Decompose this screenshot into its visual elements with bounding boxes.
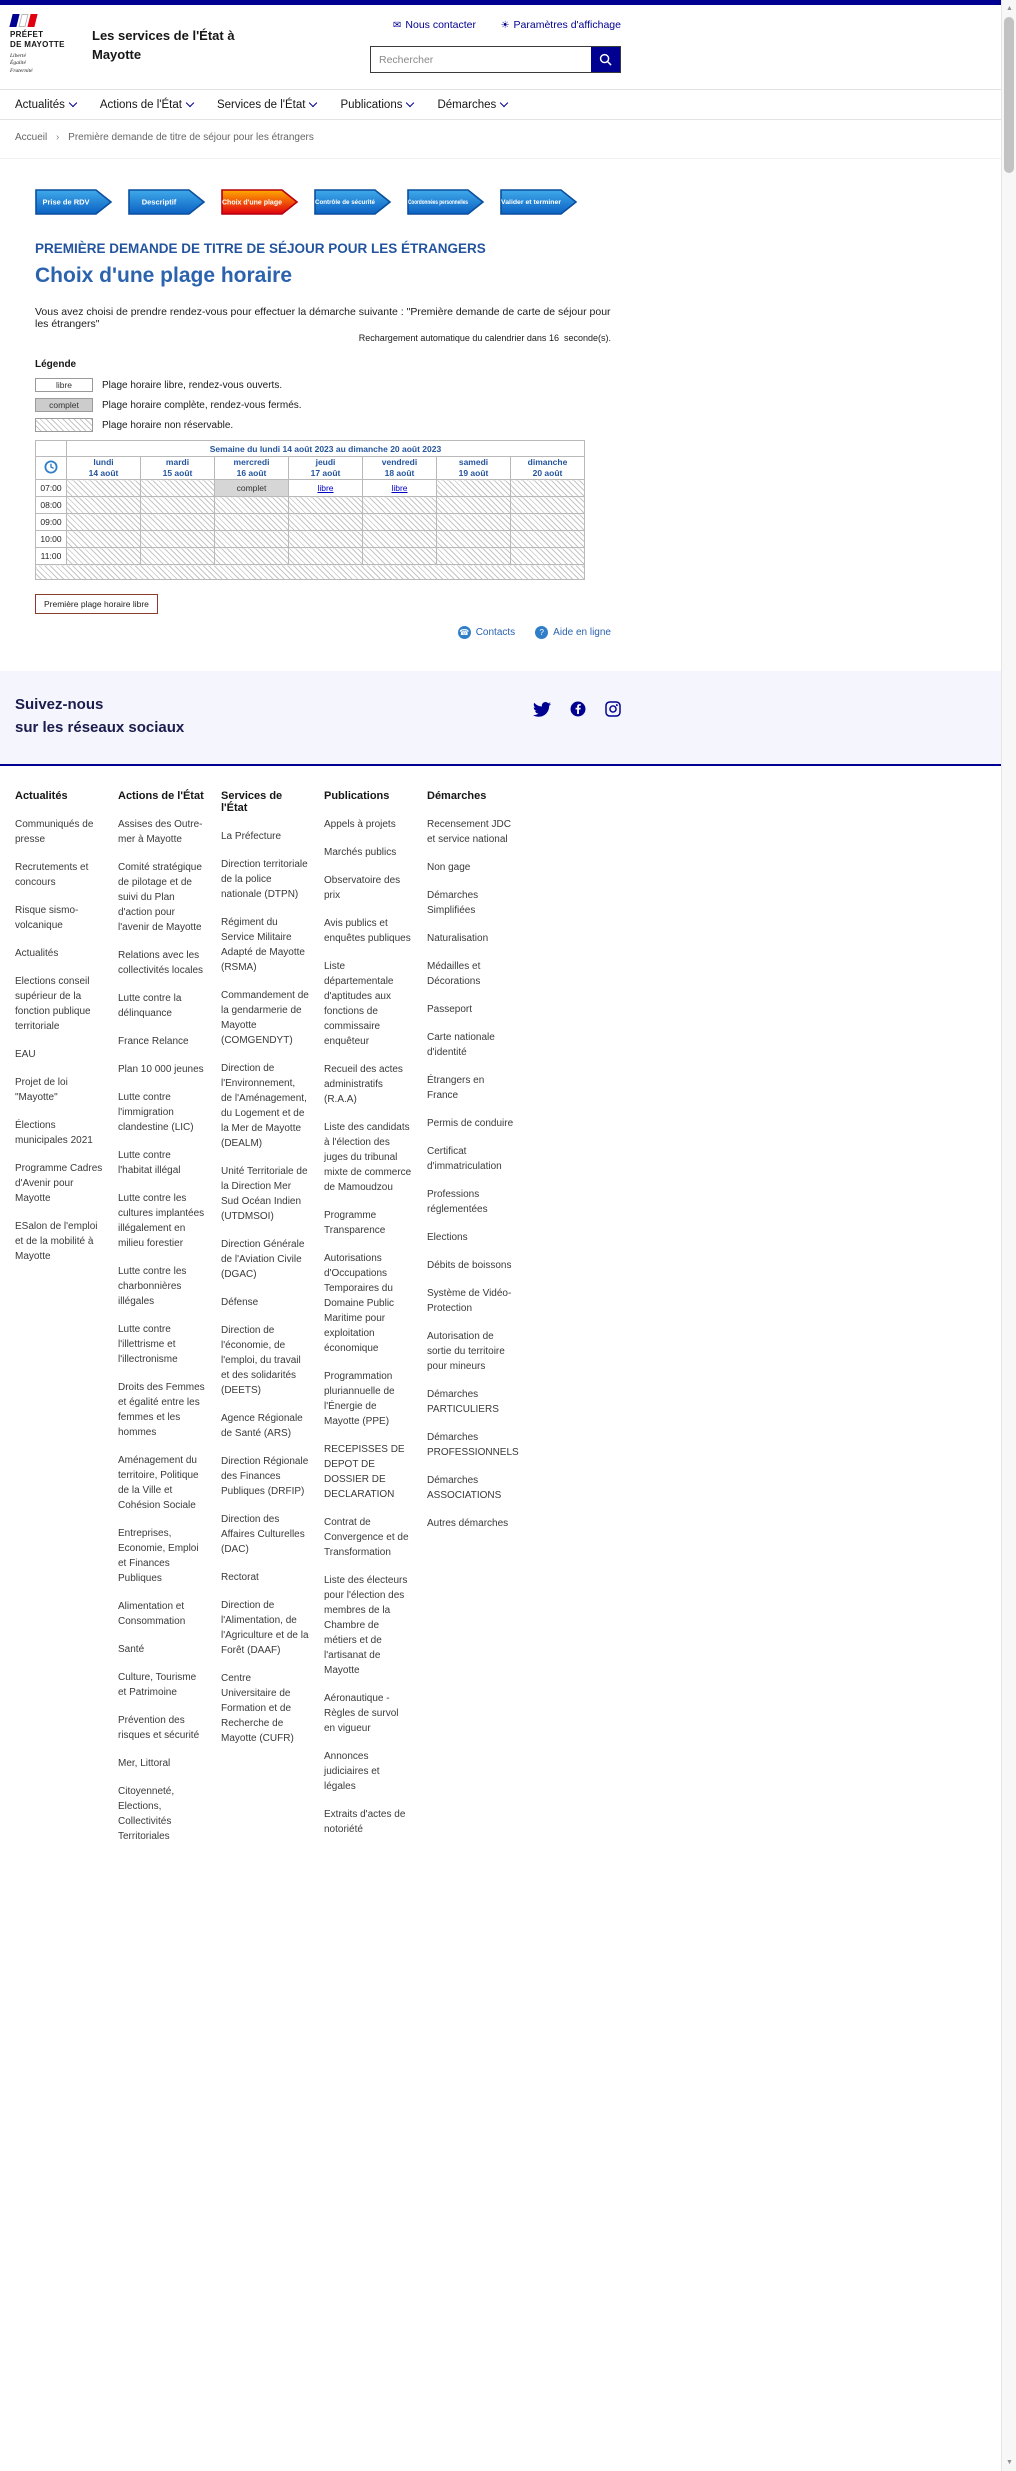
footer-link[interactable]: Rectorat (221, 1571, 259, 1583)
nav-item-label: Actualités (15, 98, 65, 111)
slot-unavailable-cell (141, 497, 215, 514)
footer-link[interactable]: Passeport (427, 1003, 473, 1015)
footer-column-services-de-l-etat (221, 790, 309, 1759)
breadcrumb-home[interactable]: Accueil (15, 132, 48, 143)
nav-item-publications[interactable] (340, 99, 413, 111)
footer-link[interactable]: Plan 10 000 jeunes (118, 1063, 204, 1075)
footer-link[interactable]: Direction territoriale de la police nationale (DTPN) (221, 858, 308, 900)
calendar-bottom-strip (36, 565, 585, 580)
breadcrumb (0, 120, 1016, 159)
step-arrow-icon (500, 189, 578, 215)
footer-link[interactable]: Lutte contre les cultures implantées illégalement en milieu forestier (118, 1192, 205, 1249)
footer-link[interactable]: Commandement de la gendarmerie de Mayotte (COMGENDYT) (221, 989, 309, 1046)
calendar-legend (35, 359, 611, 432)
footer-link[interactable]: Autres démarches (427, 1517, 509, 1529)
reload-notice-suffix: seconde(s). (563, 333, 611, 343)
time-row-label: 09:00 (36, 514, 67, 531)
footer-link[interactable]: Lutte contre l'habitat illégal (118, 1149, 181, 1176)
footer-link[interactable]: Démarches Simplifiées (427, 889, 479, 916)
slot-unavailable-cell (511, 514, 585, 531)
footer-link[interactable]: Médailles et Décorations (427, 960, 481, 987)
footer-column-title: Actualités (15, 789, 68, 802)
display-settings-label: Paramètres d'affichage (513, 19, 621, 31)
page-title: PREMIÈRE DEMANDE DE TITRE DE SÉJOUR POUR LES ÉTRANGERS (35, 241, 486, 256)
footer-link[interactable]: Programmation pluriannuelle de l'Énergie de Mayotte (PPE) (324, 1370, 395, 1427)
footer-link[interactable]: Lutte contre l'illettrisme et l'illectronisme (118, 1323, 178, 1365)
chevron-down-icon (69, 99, 77, 107)
footer-link[interactable]: Communiqués de presse (15, 818, 94, 845)
reload-countdown: 16 (548, 333, 559, 343)
logo-institution: PRÉFET DE MAYOTTE (10, 30, 65, 50)
header-quick-links (393, 19, 621, 31)
footer-column-actions-de-l-etat (118, 790, 206, 1857)
footer-link[interactable]: Comité stratégique de pilotage et de suivi du Plan d'action pour l'avenir de Mayotte (118, 861, 202, 933)
footer-link[interactable]: Programme Transparence (324, 1209, 386, 1236)
social-title: Suivez-nous sur les réseaux sociaux (15, 696, 185, 737)
chevron-down-icon (186, 99, 194, 107)
slot-unavailable-cell (511, 497, 585, 514)
footer-link[interactable]: Lutte contre la délinquance (118, 992, 182, 1019)
nav-item-actualites[interactable] (15, 99, 76, 111)
nav-item-services-de-l-etat[interactable] (217, 99, 317, 111)
footer-link[interactable]: Unité Territoriale de la Direction Mer Sud Océan Indien (UTDMSOI) (221, 1165, 308, 1222)
day-column-header: samedi 19 août (437, 457, 511, 480)
slot-unavailable-cell (67, 480, 141, 497)
footer-link[interactable]: Débits de boissons (427, 1259, 512, 1271)
footer-link[interactable]: Professions réglementées (427, 1188, 488, 1215)
footer-link[interactable]: Direction Générale de l'Aviation Civile (DGAC) (221, 1238, 305, 1280)
legend-item (35, 398, 611, 412)
day-column-header: dimanche 20 août (511, 457, 585, 480)
footer-link[interactable]: Régiment du Service Militaire Adapté de Mayotte (RSMA) (221, 916, 305, 973)
slot-unavailable-cell (289, 497, 363, 514)
footer-link[interactable]: Avis publics et enquêtes publiques (324, 917, 411, 944)
calendar-corner (36, 441, 67, 457)
twitter-icon (533, 702, 551, 717)
slot-unavailable-cell (289, 548, 363, 565)
site-footer (0, 766, 1016, 1857)
legend-text: Plage horaire complète, rendez-vous fermés. (102, 399, 302, 411)
display-settings-icon: ☀ (500, 19, 510, 31)
slot-unavailable-cell (363, 514, 437, 531)
legend-title: Légende (35, 359, 77, 370)
slot-free-cell (289, 480, 363, 497)
clock-icon (36, 457, 67, 480)
first-free-slot-button[interactable]: Première plage horaire libre (35, 594, 158, 614)
footer-link[interactable]: Aéronautique - Règles de survol en vigueur (324, 1692, 399, 1734)
reload-notice (35, 333, 611, 343)
footer-link[interactable]: Culture, Tourisme et Patrimoine (118, 1671, 197, 1698)
site-header (0, 5, 1016, 89)
scrollbar-thumb[interactable] (1004, 17, 1014, 173)
footer-link[interactable]: Programme Cadres d'Avenir pour Mayotte (15, 1162, 103, 1204)
help-link-label: Aide en ligne (553, 627, 611, 639)
footer-link[interactable]: Elections conseil supérieur de la fonction publique territoriale (15, 975, 91, 1032)
footer-link[interactable]: Lutte contre les charbonnières illégales (118, 1265, 187, 1307)
footer-link[interactable]: Elections (427, 1231, 468, 1243)
svg-text:Descriptif: Descriptif (141, 197, 177, 207)
footer-link[interactable]: Liste des candidats à l'élection des juges du tribunal mixte de commerce de Mamoudzou (324, 1121, 412, 1193)
breadcrumb-separator-icon: › (56, 132, 60, 143)
footer-link[interactable]: Lutte contre l'immigration clandestine (LIC) (118, 1091, 194, 1133)
slot-calendar (35, 440, 585, 580)
display-settings-link[interactable] (501, 19, 621, 31)
footer-link[interactable]: Naturalisation (427, 932, 489, 944)
slot-unavailable-cell (141, 480, 215, 497)
footer-column-publications (324, 790, 412, 1850)
nav-item-actions-de-l-etat[interactable] (100, 99, 193, 111)
calendar-week-title: Semaine du lundi 14 août 2023 au dimanche 20 août 2023 (67, 441, 585, 457)
slot-unavailable-cell (215, 514, 289, 531)
slot-free-link[interactable]: libre (391, 483, 408, 494)
footer-column-demarches (427, 789, 519, 1544)
footer-link[interactable]: Direction Régionale des Finances Publiques (DRFIP) (221, 1455, 309, 1497)
slot-unavailable-cell (141, 514, 215, 531)
footer-link[interactable]: Prévention des risques et sécurité (118, 1714, 200, 1741)
footer-link[interactable]: Élections municipales 2021 (15, 1119, 93, 1146)
footer-link[interactable]: Entreprises, Economie, Emploi et Finances Publiques (118, 1527, 199, 1584)
step-arrow-icon (128, 189, 206, 215)
footer-link[interactable]: Assises des Outre-mer à Mayotte (118, 818, 203, 845)
day-column-header: vendredi 18 août (363, 457, 437, 480)
footer-link[interactable]: Liste des électeurs pour l'élection des membres de la Chambre de métiers et de l'artisanat de Mayotte (324, 1574, 408, 1676)
footer-link[interactable]: Aménagement du territoire, Politique de la Ville et Cohésion Sociale (118, 1454, 199, 1511)
footer-link[interactable]: Alimentation et Consommation (118, 1600, 186, 1627)
slot-unavailable-cell (511, 480, 585, 497)
day-column-header: mardi 15 août (141, 457, 215, 480)
chevron-down-icon (309, 99, 317, 107)
slot-unavailable-cell (437, 548, 511, 565)
contact-link[interactable] (393, 19, 476, 31)
footer-link[interactable]: Projet de loi "Mayotte" (15, 1076, 68, 1103)
slot-unavailable-cell (67, 548, 141, 565)
chevron-down-icon (500, 99, 508, 107)
instagram-link[interactable] (605, 701, 621, 717)
legend-text: Plage horaire non réservable. (102, 419, 234, 431)
contact-link-label: Nous contacter (405, 19, 477, 31)
step-coordonnees-personnelles[interactable] (407, 189, 485, 215)
footer-link[interactable]: Recrutements et concours (15, 861, 89, 888)
footer-link[interactable]: La Préfecture (221, 830, 282, 842)
footer-link[interactable]: France Relance (118, 1035, 189, 1047)
step-choix-d-une-plage[interactable] (221, 189, 299, 215)
slot-unavailable-cell (363, 548, 437, 565)
page-subtitle: Choix d'une plage horaire (35, 264, 293, 287)
search-button[interactable] (591, 47, 620, 72)
footer-link[interactable]: Extraits d'actes de notoriété (324, 1808, 406, 1835)
step-arrow-icon (407, 189, 485, 215)
footer-link[interactable]: Mer, Littoral (118, 1757, 171, 1769)
facebook-icon (570, 701, 586, 717)
logo-motto: Liberté Égalité Fraternité (10, 52, 33, 74)
footer-link[interactable]: Permis de conduire (427, 1117, 514, 1129)
slot-unavailable-cell (363, 497, 437, 514)
scrollbar-up-arrow[interactable]: ▲ (1006, 5, 1013, 12)
slot-unavailable-cell (67, 514, 141, 531)
slot-free-cell (363, 480, 437, 497)
footer-link[interactable]: Santé (118, 1643, 145, 1655)
slot-unavailable-cell (511, 548, 585, 565)
tricolor-flag-icon (11, 14, 88, 27)
footer-column-title: Actions de l'État (118, 789, 204, 802)
instagram-icon (605, 701, 621, 717)
footer-link[interactable]: Non gage (427, 861, 471, 873)
svg-text:Contrôle de sécurité: Contrôle de sécurité (315, 199, 376, 207)
slot-unavailable-cell (289, 514, 363, 531)
slot-unavailable-cell (141, 548, 215, 565)
footer-link[interactable]: Contrat de Convergence et de Transformation (324, 1516, 409, 1558)
footer-link[interactable]: Autorisations d'Occupations Temporaires du Domaine Public Maritime pour exploitation économique (324, 1252, 395, 1354)
footer-link[interactable]: Direction de l'Alimentation, de l'Agriculture et de la Forêt (DAAF) (221, 1599, 309, 1656)
day-column-header: lundi 14 août (67, 457, 141, 480)
scrollbar[interactable] (1001, 0, 1016, 2471)
chevron-down-icon (406, 99, 414, 107)
main-nav (0, 89, 1016, 120)
footer-column-title: Démarches (427, 789, 487, 802)
step-descriptif[interactable] (128, 189, 206, 215)
footer-link[interactable]: Marchés publics (324, 846, 397, 858)
gov-logo[interactable] (10, 14, 88, 75)
svg-text:Valider et terminer: Valider et terminer (501, 199, 562, 207)
slot-full-cell: complet (215, 480, 289, 497)
phone-icon: ☎ (459, 628, 470, 638)
step-arrow-icon (221, 189, 299, 215)
legend-sample-libre: libre (35, 378, 93, 392)
nav-item-label: Actions de l'État (99, 98, 182, 111)
slot-unavailable-cell (437, 480, 511, 497)
footer-link[interactable]: Direction des Affaires Culturelles (DAC) (221, 1513, 305, 1555)
progress-steps (35, 189, 611, 215)
time-row-label: 11:00 (36, 548, 67, 565)
search-icon (599, 53, 612, 66)
footer-link[interactable]: Démarches PROFESSIONNELS (427, 1431, 519, 1458)
footer-link[interactable]: Centre Universitaire de Formation et de Recherche de Mayotte (CUFR) (221, 1672, 294, 1744)
slot-unavailable-cell (363, 531, 437, 548)
slot-unavailable-cell (437, 497, 511, 514)
footer-link[interactable]: Agence Régionale de Santé (ARS) (221, 1412, 303, 1439)
slot-unavailable-cell (511, 531, 585, 548)
nav-item-demarches[interactable] (437, 99, 507, 111)
footer-link[interactable]: Étrangers en France (427, 1074, 485, 1101)
footer-link[interactable]: Direction de l'économie, de l'emploi, du travail et des solidarités (DEETS) (221, 1324, 301, 1396)
scrollbar-down-arrow[interactable]: ▼ (1006, 2459, 1013, 2466)
slot-unavailable-cell (215, 531, 289, 548)
legend-text: Plage horaire libre, rendez-vous ouverts. (102, 379, 283, 391)
footer-link[interactable]: Certificat d'immatriculation (427, 1145, 502, 1172)
footer-link[interactable]: Risque sismo-volcanique (15, 904, 79, 931)
footer-link[interactable]: Actualités (15, 947, 59, 959)
reload-notice-text: Rechargement automatique du calendrier dans (358, 333, 547, 343)
intro-text: Vous avez choisi de prendre rendez-vous pour effectuer la démarche suivante : "Première demande de carte de séjour pour les étrangers" (35, 306, 611, 330)
aide-en-ligne-link[interactable] (535, 626, 611, 639)
footer-link[interactable]: Annonces judiciaires et légales (324, 1750, 380, 1792)
help-link-label: Contacts (475, 627, 516, 639)
footer-link[interactable]: RECEPISSES DE DEPOT DE DOSSIER DE DECLARATION (324, 1443, 405, 1500)
footer-link[interactable]: Système de Vidéo-Protection (427, 1287, 512, 1314)
help-links (35, 626, 611, 639)
site-title[interactable]: Les services de l'État à Mayotte (92, 28, 235, 62)
social-icons (533, 701, 621, 717)
legend-sample-na (35, 418, 93, 432)
step-valider-et-terminer[interactable] (500, 189, 578, 215)
svg-text:Coordonnées personnelles: Coordonnées personnelles (408, 199, 469, 207)
slot-unavailable-cell (215, 497, 289, 514)
nav-item-label: Services de l'État (216, 98, 306, 111)
footer-link[interactable]: Relations avec les collectivités locales (118, 949, 204, 976)
nav-item-label: Publications (340, 98, 403, 111)
footer-link[interactable]: Appels à projets (324, 818, 396, 830)
time-row-label: 08:00 (36, 497, 67, 514)
slot-unavailable-cell (437, 531, 511, 548)
question-icon: ? (535, 626, 548, 639)
twitter-link[interactable] (533, 702, 551, 717)
main-content (35, 189, 611, 639)
nav-item-label: Démarches (437, 98, 497, 111)
footer-column-title: Publications (324, 789, 390, 802)
slot-unavailable-cell (215, 548, 289, 565)
slot-unavailable-cell (67, 497, 141, 514)
footer-link[interactable]: Direction de l'Environnement, de l'Aménagement, du Logement et de la Mer de Mayotte (DEALM) (221, 1062, 307, 1149)
footer-column-title: Services de l'État (221, 789, 283, 814)
breadcrumb-current: Première demande de titre de séjour pour les étrangers (68, 132, 314, 143)
footer-link[interactable]: Droits des Femmes et égalité entre les femmes et les hommes (118, 1381, 205, 1438)
svg-text:Prise de RDV: Prise de RDV (42, 197, 90, 207)
day-column-header: mercredi 16 août (215, 457, 289, 480)
legend-item (35, 378, 611, 392)
facebook-link[interactable] (570, 701, 586, 717)
step-arrow-icon (35, 189, 113, 215)
time-row-label: 07:00 (36, 480, 67, 497)
footer-link[interactable]: Recueil des actes administratifs (R.A.A) (324, 1063, 403, 1105)
footer-link[interactable]: Recensement JDC et service national (427, 818, 511, 845)
contacts-link[interactable] (458, 626, 515, 639)
time-row-label: 10:00 (36, 531, 67, 548)
footer-link[interactable]: Démarches PARTICULIERS (427, 1388, 499, 1415)
slot-unavailable-cell (67, 531, 141, 548)
footer-link[interactable]: Observatoire des prix (324, 874, 401, 901)
footer-link[interactable]: Démarches ASSOCIATIONS (427, 1474, 502, 1501)
footer-link[interactable]: ESalon de l'emploi et de la mobilité à Mayotte (15, 1220, 98, 1262)
footer-link[interactable]: Carte nationale d'identité (427, 1031, 495, 1058)
svg-text:Choix d'une plage: Choix d'une plage (222, 197, 282, 207)
footer-column-actualites (15, 790, 103, 1277)
footer-link[interactable]: Citoyenneté, Elections, Collectivités Territoriales (118, 1785, 175, 1842)
slot-unavailable-cell (289, 531, 363, 548)
footer-link[interactable]: Défense (221, 1296, 259, 1308)
slot-free-link[interactable]: libre (317, 483, 334, 494)
social-section (0, 671, 1016, 766)
slot-unavailable-cell (437, 514, 511, 531)
step-prise-de-rdv[interactable] (35, 189, 113, 215)
legend-sample-complet: complet (35, 398, 93, 412)
footer-link[interactable]: EAU (15, 1048, 36, 1060)
search-bar (370, 46, 621, 73)
search-input[interactable] (371, 47, 591, 72)
footer-link[interactable]: Autorisation de sortie du territoire pour mineurs (427, 1330, 505, 1372)
mail-icon: ✉ (393, 19, 402, 31)
day-column-header: jeudi 17 août (289, 457, 363, 480)
footer-link[interactable]: Liste départementale d'aptitudes aux fonctions de commissaire enquêteur (324, 960, 394, 1047)
step-controle-de-securite[interactable] (314, 189, 392, 215)
slot-unavailable-cell (141, 531, 215, 548)
legend-item (35, 418, 611, 432)
step-arrow-icon (314, 189, 392, 215)
